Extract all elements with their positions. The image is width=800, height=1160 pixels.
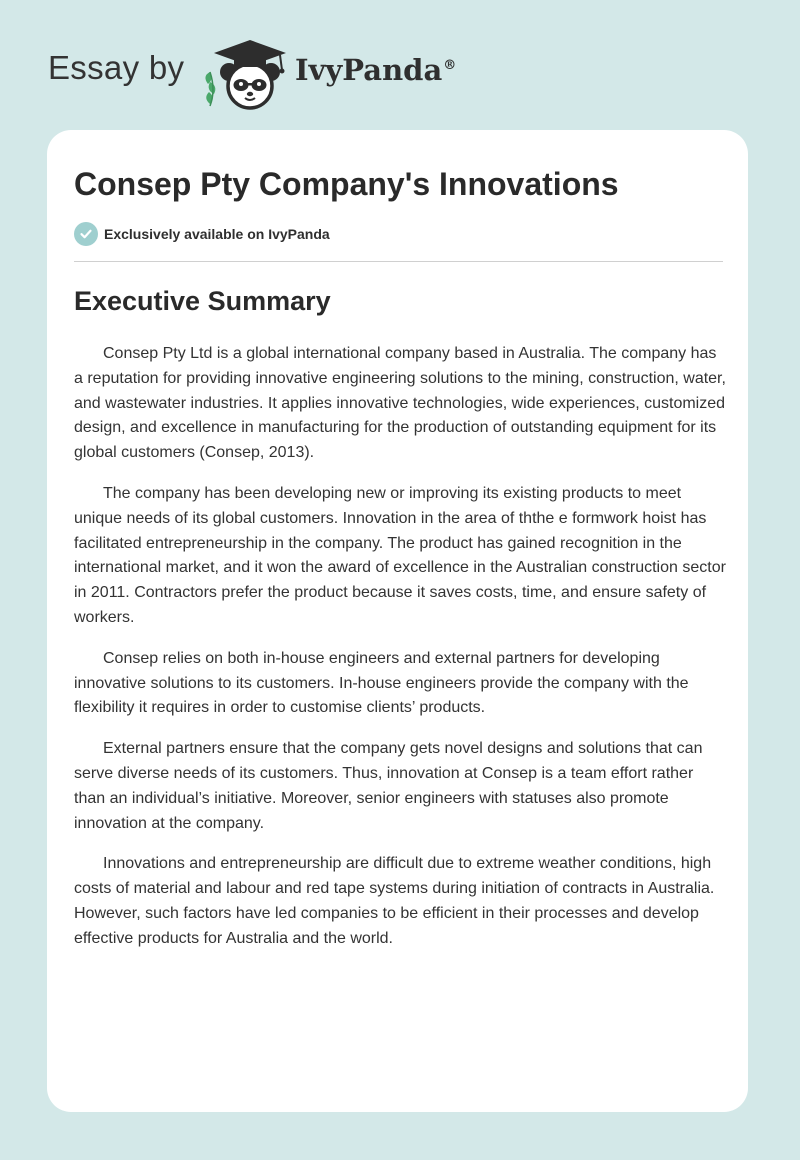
essay-body: [74, 342, 726, 968]
section-heading: Executive Summary: [74, 286, 331, 316]
title-divider: [74, 261, 723, 262]
site-header: [48, 36, 508, 110]
registered-mark: ®: [443, 58, 457, 74]
page-title: Consep Pty Company's Innovations: [74, 166, 619, 202]
brand-name: [295, 53, 456, 87]
exclusive-badge-label: Exclusively available on IvyPanda: [104, 226, 330, 242]
body-paragraph: External partners ensure that the company gets novel designs and solutions that can serve diverse needs of its customers. Thus, innovation at Consep is a team effort rather than an individual’s initiative. Moreover, senior engineers with statuses also promote innovation at the company.: [74, 740, 703, 832]
check-circle-icon: [74, 222, 98, 246]
panda-graduate-icon: [200, 36, 296, 110]
body-paragraph: Consep Pty Ltd is a global international company based in Australia. The company has a reputation for providing innovative engineering solutions to the mining, construction, water, and wastewater industries. It applies innovative technologies, wide experiences, customized design, and excellence in manufacturing for the production of outstanding equipment for its global customers (Consep, 2013).: [74, 345, 726, 462]
body-paragraph: Innovations and entrepreneurship are difficult due to extreme weather conditions, high costs of material and labour and red tape systems during initiation of contracts in Australia. However, such factors have led companies to be efficient in their processes and develop effective products for Australia and the world.: [74, 855, 715, 947]
essay-card: [47, 130, 748, 1112]
body-paragraph: Consep relies on both in-house engineers and external partners for developing innovative solutions to its customers. In-house engineers provide the company with the flexibility it requires in order to customise clients’ products.: [74, 649, 689, 717]
exclusive-badge: [74, 222, 330, 246]
essay-by-label: Essay by: [48, 49, 185, 86]
body-paragraph: The company has been developing new or improving its existing products to meet unique needs of its global customers. Innovation in the area of ththe e formwork hoist has facilitated entrepreneurship in the company. The product has gained recognition in the international market, and it won the award of excellence in the Australian construction sector in 2011. Contractors prefer the product because it saves costs, time, and ensure safety of workers.: [74, 484, 726, 626]
brand-name-text: IvyPanda: [295, 53, 443, 87]
